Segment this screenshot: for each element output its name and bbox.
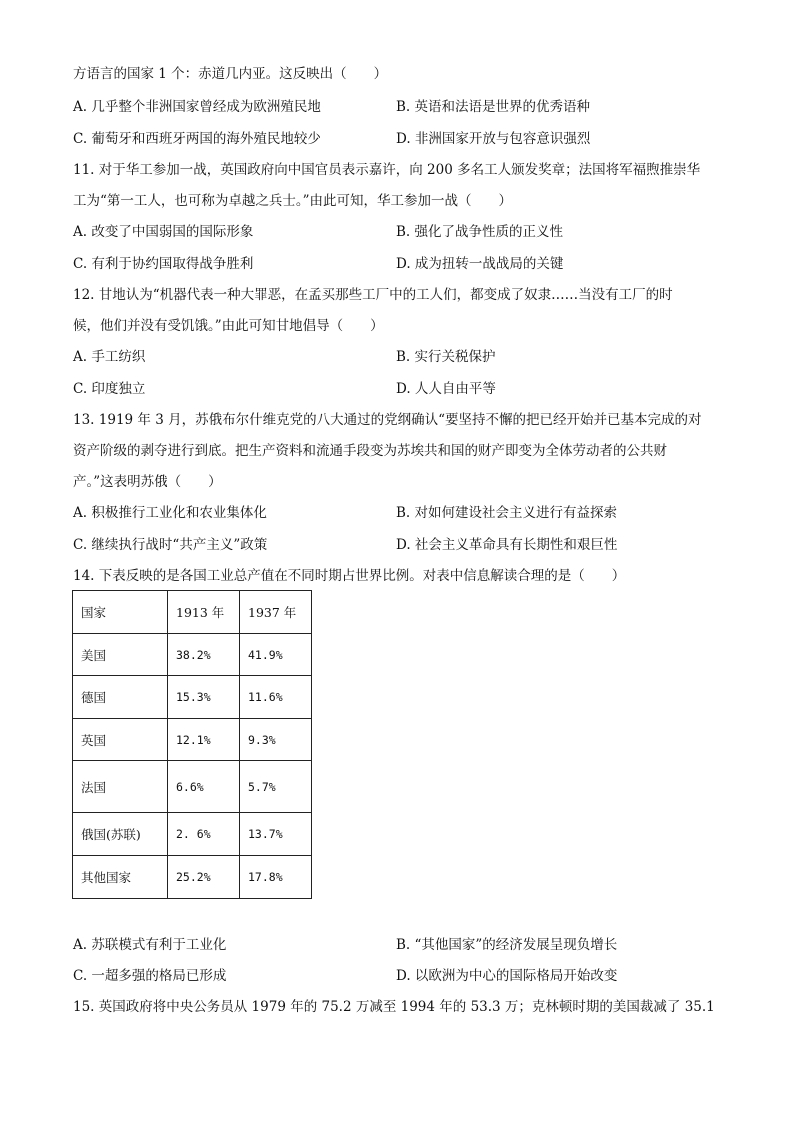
table-cell-1913: 38.2% [168,634,240,676]
table-cell-1937: 5.7% [240,761,312,813]
q13-option-b: B. 对如何建设社会主义进行有益探索 [396,505,618,521]
q10-option-d: D. 非洲国家开放与包容意识强烈 [396,131,591,147]
q12-stem-line2: 候，他们并没有受饥饿。”由此可知甘地倡导（ ） [73,318,384,334]
table-row [73,676,312,719]
table-row [73,634,312,676]
q12-stem-line1: 12. 甘地认为“机器代表一种大罪恶，在孟买那些工厂中的工人们，都变成了奴隶……当没有工厂的时 [73,287,673,303]
q14-option-c: C. 一超多强的格局已形成 [73,968,227,984]
table-row [73,719,312,761]
q12-option-a: A. 手工纺织 [73,349,146,365]
q12-option-d: D. 人人自由平等 [396,381,496,397]
q11-stem-line2: 工为“第一工人，也可称为卓越之兵士。”由此可知，华工参加一战（ ） [73,193,513,209]
q12-option-c: C. 印度独立 [73,381,146,397]
table-cell-1913: 12.1% [168,719,240,761]
q13-stem-line1: 13. 1919 年 3 月，苏俄布尔什维克党的八大通过的党纲确认“要坚持不懈的把已经开始并已基本完成的对 [73,412,702,428]
q11-stem-line1: 11. 对于华工参加一战，英国政府向中国官员表示嘉许，向 200 多名工人颁发奖章；法国将军福煦推崇华 [73,162,701,178]
table-cell-1937: 17.8% [240,856,312,899]
table-row [73,856,312,899]
q13-option-c: C. 继续执行战时“共产主义”政策 [73,537,268,553]
industry-share-table [72,590,312,899]
q12-option-b: B. 实行关税保护 [396,349,496,365]
q13-option-d: D. 社会主义革命具有长期性和艰巨性 [396,537,618,553]
table-cell-1937: 11.6% [240,676,312,719]
table-cell-1913: 2. 6% [168,813,240,856]
table-cell-1937: 41.9% [240,634,312,676]
table-cell-1913: 25.2% [168,856,240,899]
table-cell-country: 英国 [73,719,168,761]
q13-stem-line2: 资产阶级的剥夺进行到底。把生产资料和流通手段变为苏埃共和国的财产即变为全体劳动者的公共财 [73,443,667,459]
q10-stem-tail: 方语言的国家 1 个：赤道几内亚。这反映出（ ） [73,66,388,82]
table-cell-1937: 13.7% [240,813,312,856]
q10-option-a: A. 几乎整个非洲国家曾经成为欧洲殖民地 [73,99,321,115]
q15-stem-line1: 15. 英国政府将中央公务员从 1979 年的 75.2 万减至 1994 年的 53.3 万；克林顿时期的美国裁减了 35.1 [73,999,715,1015]
table-header-cell: 1913 年 [168,591,240,634]
q14-option-d: D. 以欧洲为中心的国际格局开始改变 [396,968,618,984]
q10-option-b: B. 英语和法语是世界的优秀语种 [396,99,591,115]
table-header-row [73,591,312,634]
table-cell-country: 美国 [73,634,168,676]
q11-option-c: C. 有利于协约国取得战争胜利 [73,256,254,272]
q14-option-b: B. “其他国家”的经济发展呈现负增长 [396,937,618,953]
table-cell-1913: 6.6% [168,761,240,813]
table-cell-1913: 15.3% [168,676,240,719]
table-header-cell: 国家 [73,591,168,634]
q10-option-c: C. 葡萄牙和西班牙两国的海外殖民地较少 [73,131,321,147]
table-header-cell: 1937 年 [240,591,312,634]
table-cell-country: 其他国家 [73,856,168,899]
q13-stem-line3: 产。”这表明苏俄（ ） [73,474,222,490]
q11-option-d: D. 成为扭转一战战局的关键 [396,256,564,272]
table-cell-country: 德国 [73,676,168,719]
q14-option-a: A. 苏联模式有利于工业化 [73,937,227,953]
table-row [73,813,312,856]
table-cell-1937: 9.3% [240,719,312,761]
q13-option-a: A. 积极推行工业化和农业集体化 [73,505,267,521]
q11-option-a: A. 改变了中国弱国的国际形象 [73,224,254,240]
q11-option-b: B. 强化了战争性质的正义性 [396,224,564,240]
table-cell-country: 俄国(苏联) [73,813,168,856]
table-cell-country: 法国 [73,761,168,813]
table-row [73,761,312,813]
q14-stem-line1: 14. 下表反映的是各国工业总产值在不同时期占世界比例。对表中信息解读合理的是（ ） [73,568,626,584]
